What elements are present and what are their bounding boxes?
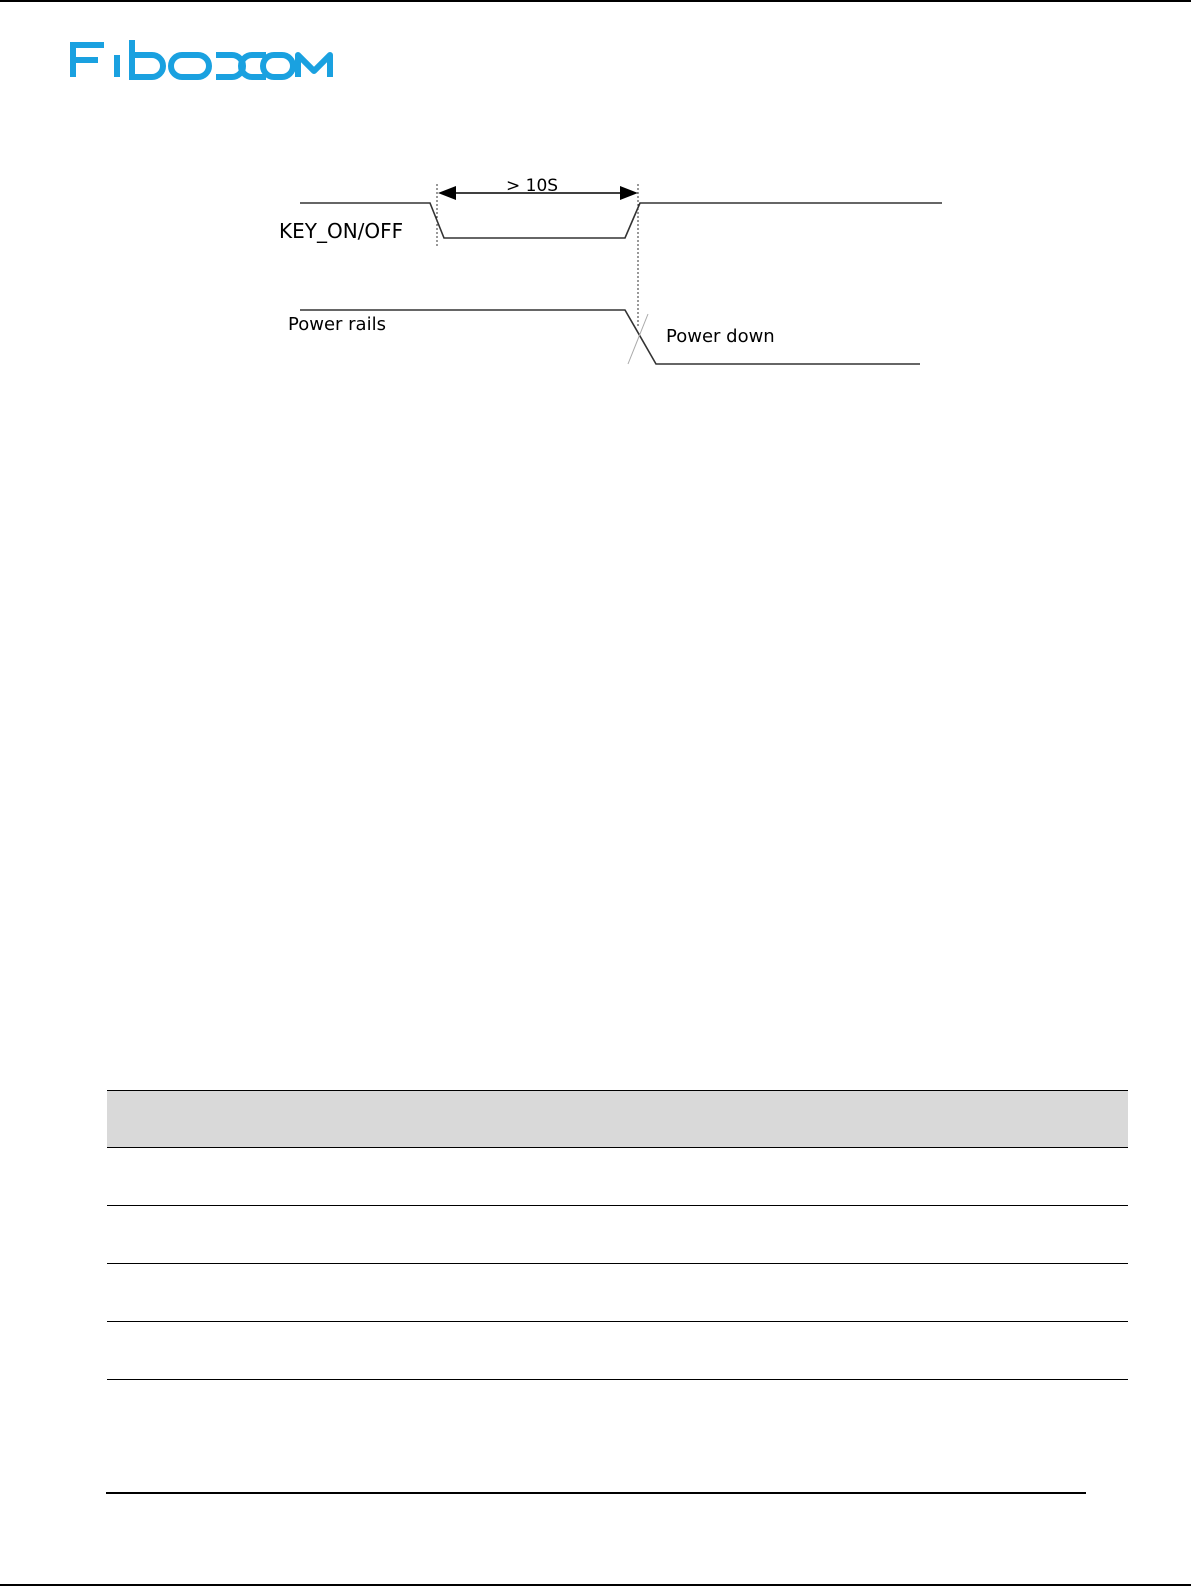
power-off-timing-diagram — [270, 168, 960, 378]
table-header-row — [107, 1090, 1128, 1148]
table-row — [107, 1264, 1128, 1322]
power-rails-waveform — [300, 310, 920, 364]
fibocom-logo — [70, 38, 336, 80]
key-signal-label: KEY_ON/OFF — [279, 219, 404, 243]
duration-arrowhead-left — [438, 186, 456, 200]
duration-label: > 10S — [506, 176, 559, 196]
rails-signal-label: Power rails — [288, 314, 386, 335]
empty-table — [107, 1090, 1128, 1380]
footer-rule — [106, 1492, 1086, 1494]
page-top-border — [0, 0, 1191, 2]
page-bottom-border — [0, 1584, 1191, 1586]
event-label: Power down — [666, 326, 775, 347]
table-row — [107, 1322, 1128, 1380]
table-row — [107, 1148, 1128, 1206]
table-row — [107, 1206, 1128, 1264]
duration-arrowhead-right — [620, 186, 638, 200]
